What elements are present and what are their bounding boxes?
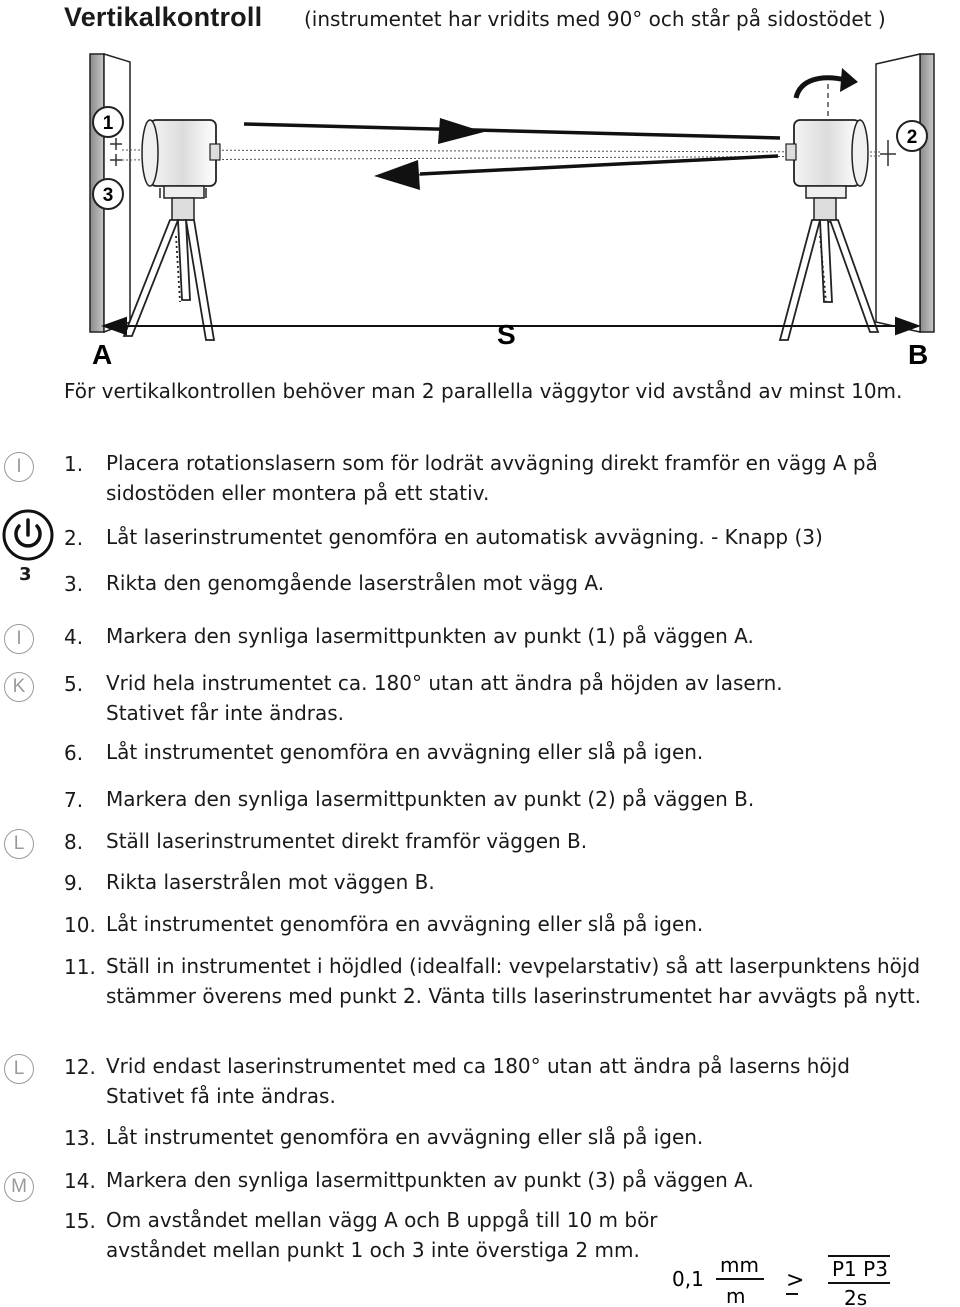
marker-3-label: 3 — [102, 185, 114, 206]
laser-instrument-right — [786, 120, 868, 222]
power-icon — [2, 508, 54, 562]
step-text: Markera den synliga lasermittpunkten av punkt (3) på väggen A. — [106, 1168, 754, 1192]
step-number: 11. — [64, 955, 96, 979]
side-badge-m: M — [4, 1172, 34, 1202]
step-text: Placera rotationslasern som för lodrät avvägning direkt framför en vägg A på sidostöden eller montera på ett stativ. — [106, 451, 878, 505]
label-b: B — [908, 339, 929, 370]
label-s: S — [497, 319, 516, 350]
side-badge-i-2: I — [4, 624, 34, 654]
tolerance-formula — [672, 1250, 932, 1307]
step-number: 4. — [64, 625, 84, 649]
step-text: Låt instrumentet genomföra en avvägning eller slå på igen. — [106, 740, 704, 764]
label-a: A — [92, 339, 113, 370]
tripod-right — [780, 220, 878, 340]
step-text: Vrid hela instrumentet ca. 180° utan att ändra på höjden av lasern. Stativet får inte ändras. — [106, 671, 783, 725]
step-text: Markera den synliga lasermittpunkten av punkt (1) på väggen A. — [106, 624, 754, 648]
rotate-arrow-icon — [796, 68, 858, 98]
step-number: 10. — [64, 913, 96, 937]
step-number: 8. — [64, 830, 84, 854]
side-badge-k: K — [4, 672, 34, 702]
step-text: Markera den synliga lasermittpunkten av punkt (2) på väggen B. — [106, 787, 755, 811]
step-number: 7. — [64, 788, 84, 812]
step-text: Låt instrumentet genomföra en avvägning eller slå på igen. — [106, 912, 704, 936]
step-text: Rikta den genomgående laserstrålen mot vägg A. — [106, 571, 605, 595]
step-text: Vrid endast laserinstrumentet med ca 180° utan att ändra på laserns höjd Stativet få inte ändras. — [106, 1054, 850, 1108]
formula-coefficient: 0,1 — [672, 1267, 704, 1291]
side-badge-i: I — [4, 452, 34, 482]
step-text: Ställ laserinstrumentet direkt framför väggen B. — [106, 829, 588, 853]
step-number: 5. — [64, 672, 84, 696]
marker-2-label: 2 — [906, 127, 918, 148]
formula-rhs-numerator: P1 P3 — [832, 1257, 888, 1281]
vertical-check-illustration — [0, 40, 960, 380]
formula-numerator: mm — [720, 1253, 759, 1277]
arrow-right-icon — [244, 118, 780, 144]
marker-1-label: 1 — [102, 113, 114, 134]
step-number: 9. — [64, 871, 84, 895]
formula-operator: > — [786, 1268, 805, 1293]
side-badge-l-2: L — [4, 1054, 34, 1084]
step-text: Rikta laserstrålen mot väggen B. — [106, 870, 435, 894]
page-subtitle: (instrumentet har vridits med 90° och står på sidostödet ) — [304, 7, 886, 31]
marker-1-icon — [93, 107, 123, 137]
step-number: 3. — [64, 572, 84, 596]
step-number: 12. — [64, 1055, 96, 1079]
marker-2-icon — [897, 121, 927, 151]
step-number: 13. — [64, 1126, 96, 1150]
intro-text: För vertikalkontrollen behöver man 2 parallella väggytor vid avstånd av minst 10m. — [64, 379, 903, 403]
side-badge-l: L — [4, 829, 34, 859]
step-text: Ställ in instrumentet i höjdled (idealfall: vevpelarstativ) så att laserpunktens höjd stämmer överens med punkt 2. Vänta tills laserinstrumentet har avvägts på nytt. — [106, 954, 922, 1008]
step-text: Låt instrumentet genomföra en avvägning eller slå på igen. — [106, 1125, 704, 1149]
step-number: 15. — [64, 1209, 96, 1233]
step-text: Låt laserinstrumentet genomföra en automatisk avvägning. - Knapp (3) — [106, 525, 823, 549]
tripod-left — [124, 220, 214, 340]
arrow-left-icon — [374, 156, 778, 190]
power-button-number: 3 — [19, 564, 32, 585]
wall-b — [876, 54, 934, 332]
step-number: 2. — [64, 526, 84, 550]
formula-rhs-denominator: 2s — [844, 1286, 868, 1307]
step-text: Om avståndet mellan vägg A och B uppgå till 10 m bör avståndet mellan punkt 1 och 3 inte överstiga 2 mm. — [106, 1208, 658, 1262]
laser-instrument-left — [142, 120, 220, 222]
step-number: 6. — [64, 741, 84, 765]
page-title: Vertikalkontroll — [64, 2, 263, 32]
step-number: 14. — [64, 1169, 96, 1193]
formula-denominator: m — [726, 1284, 746, 1307]
marker-3-icon — [93, 179, 123, 209]
step-number: 1. — [64, 452, 84, 476]
